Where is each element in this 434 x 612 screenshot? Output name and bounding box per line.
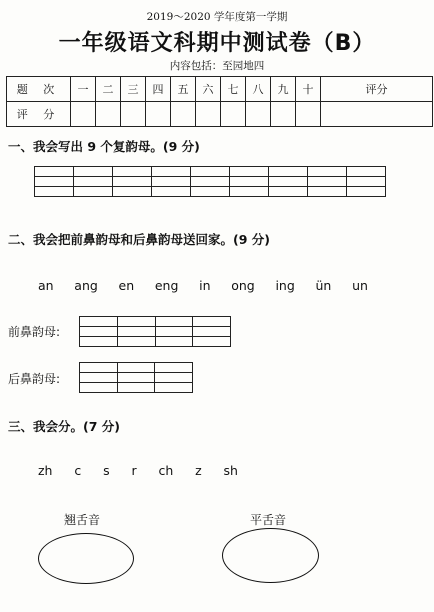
initial-item: ch [158, 463, 174, 478]
score-cell[interactable] [96, 102, 121, 127]
final-item: ing [275, 278, 295, 293]
content-range: 内容包括：至园地四 [169, 60, 265, 72]
initial-item: z [195, 463, 202, 478]
score-cell[interactable] [296, 102, 321, 127]
score-header-cell: 七 [221, 77, 246, 102]
score-table [6, 76, 433, 127]
final-item: en [118, 278, 135, 293]
final-item: ong [231, 278, 255, 293]
initial-item: s [103, 463, 110, 478]
score-cell[interactable] [146, 102, 171, 127]
final-item: ün [315, 278, 332, 293]
score-header-cell: 题 次 [7, 77, 71, 102]
retroflex-label: 翘舌音 [64, 513, 101, 527]
score-header-cell: 八 [246, 77, 271, 102]
score-header-cell: 六 [196, 77, 221, 102]
back-nasal-label: 后鼻韵母: [8, 372, 61, 386]
score-header-cell: 一 [71, 77, 96, 102]
score-row-label: 评 分 [7, 102, 71, 127]
finals-list [38, 278, 368, 293]
score-cell[interactable] [121, 102, 146, 127]
final-item: eng [154, 278, 179, 293]
back-nasal-grid[interactable] [79, 362, 193, 393]
score-header-cell: 十 [296, 77, 321, 102]
score-header-cell: 二 [96, 77, 121, 102]
page-title: 一年级语文科期中测试卷（B） [58, 31, 376, 56]
score-cell[interactable] [71, 102, 96, 127]
final-item: in [199, 278, 211, 293]
score-cell[interactable] [196, 102, 221, 127]
initial-item: c [74, 463, 82, 478]
initial-item: sh [223, 463, 238, 478]
score-table-header-row [7, 77, 433, 102]
front-nasal-grid[interactable] [79, 316, 231, 347]
score-cell[interactable] [171, 102, 196, 127]
initial-item: r [131, 463, 137, 478]
score-cell[interactable] [221, 102, 246, 127]
final-item: ang [74, 278, 98, 293]
final-item: un [352, 278, 368, 293]
score-cell[interactable] [271, 102, 296, 127]
score-table-score-row [7, 102, 433, 127]
final-item: an [38, 278, 54, 293]
initial-item: zh [38, 463, 53, 478]
question-3-heading: 三、我会分。(7 分) [8, 419, 120, 434]
flat-tongue-oval[interactable] [222, 528, 319, 583]
score-cell[interactable] [246, 102, 271, 127]
score-cell[interactable] [321, 102, 433, 127]
score-header-cell: 九 [271, 77, 296, 102]
retroflex-oval[interactable] [38, 533, 134, 584]
school-year: 2019～2020 学年度第一学期 [146, 11, 288, 23]
front-nasal-label: 前鼻韵母: [8, 325, 61, 339]
initials-list [38, 463, 238, 478]
flat-tongue-label: 平舌音 [250, 513, 287, 527]
question-2-heading: 二、我会把前鼻韵母和后鼻韵母送回家。(9 分) [8, 232, 270, 247]
score-header-cell: 四 [146, 77, 171, 102]
score-header-cell: 评分 [321, 77, 433, 102]
score-header-cell: 五 [171, 77, 196, 102]
q1-writing-grid[interactable] [34, 166, 386, 197]
score-header-cell: 三 [121, 77, 146, 102]
question-1-heading: 一、我会写出 9 个复韵母。(9 分) [8, 139, 200, 154]
